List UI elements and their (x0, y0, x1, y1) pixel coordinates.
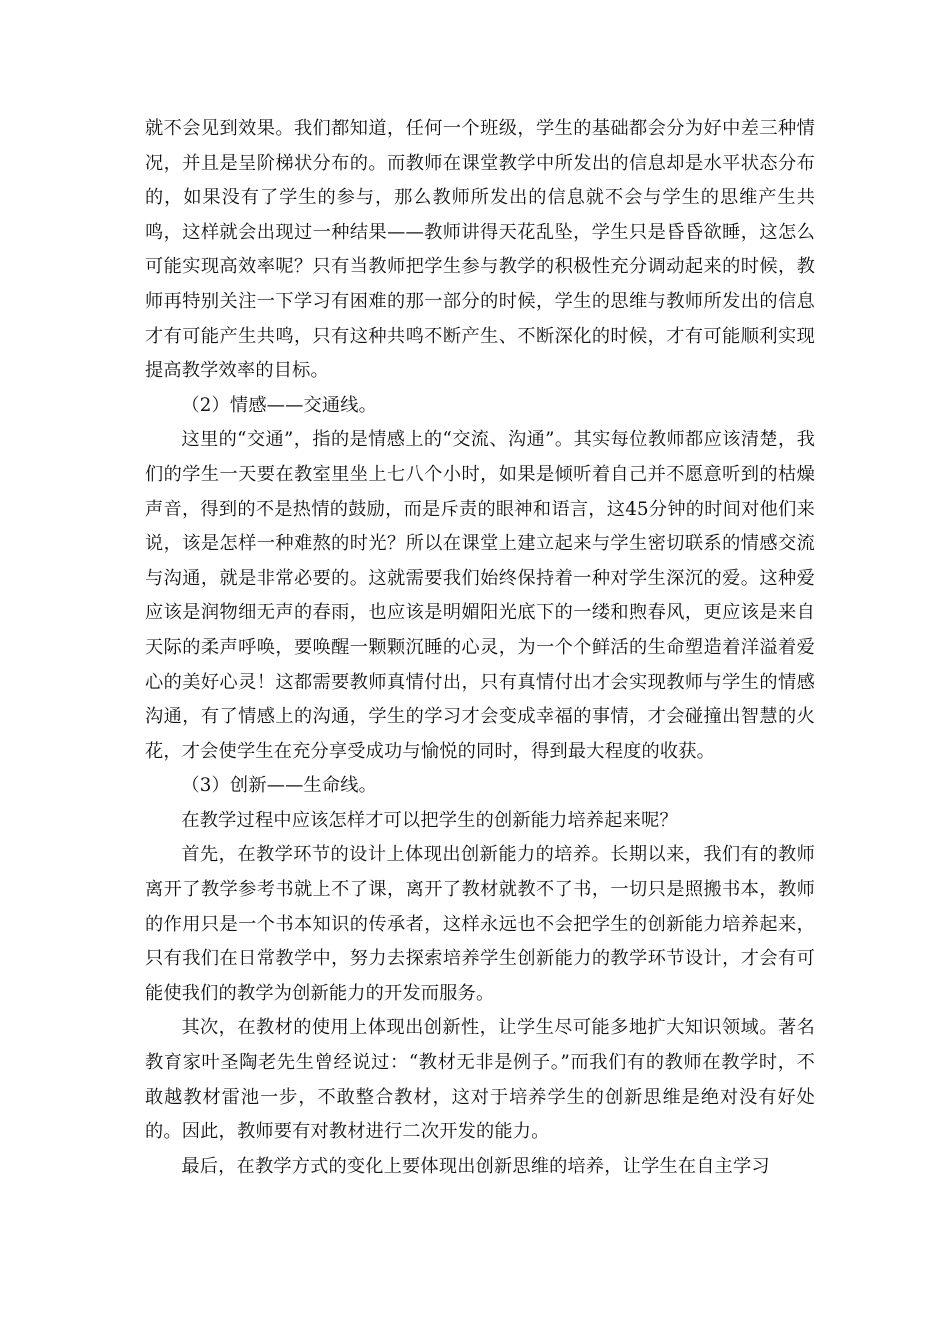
paragraph-6: 最后，在教学方式的变化上要体现出创新思维的培养，让学生在自主学习 (181, 1155, 770, 1177)
paragraph-1: 就不会见到效果。我们都知道，任何一个班级，学生的基础都会分为好中差三种情况，并且是呈阶梯状分布的。而教师在课堂教学中所发出的信息却是水平状态分布的，如果没有了学生的参与，那么教师所发出的信息就不会与学生的思维产生共鸣，这样就会出现过一种结果——教师讲得天花乱坠，学生只是昏昏欲睡，这怎么可能实现高效率呢？只有当教师把学生参与教学的积极性充分调动起来的时候，教师再特别关注一下学习有困难的那一部分的时候，学生的思维与教师所发出的信息才有可能产生共鸣，只有这种共鸣不断产生、不断深化的时候，才有可能顺利实现提高教学效率的目标。 (145, 118, 815, 382)
section-heading-emotion: （2）情感——交通线。 (181, 394, 378, 416)
document-body (145, 112, 815, 1184)
paragraph-5: 其次，在教材的使用上体现出创新性，让学生尽可能多地扩大知识领域。著名教育家叶圣陶老先生曾经说过：“教材无非是例子。”而我们有的教师在教学时，不敢越教材雷池一步，不敢整合教材，这对于培养学生的创新思维是绝对没有好处的。因此，教师要有对教材进行二次开发的能力。 (145, 1017, 815, 1143)
paragraph-2: 这里的“交通”，指的是情感上的“交流、沟通”。其实每位教师都应该清楚，我们的学生一天要在教室里坐上七八个小时，如果是倾听着自己并不愿意听到的枯燥声音，得到的不是热情的鼓励，而是斥责的眼神和语言，这45分钟的时间对他们来说，该是怎样一种难熬的时光？所以在课堂上建立起来与学生密切联系的情感交流与沟通，就是非常必要的。这就需要我们始终保持着一种对学生深沉的爱。这种爱应该是润物细无声的春雨，也应该是明媚阳光底下的一缕和煦春风，更应该是来自天际的柔声呼唤，要唤醒一颗颗沉睡的心灵，为一个个鲜活的生命塑造着洋溢着爱心的美好心灵！这都需要教师真情付出，只有真情付出才会实现教师与学生的情感沟通，有了情感上的沟通，学生的学习才会变成幸福的事情，才会碰撞出智慧的火花，才会使学生在充分享受成功与愉悦的同时，得到最大程度的收获。 (145, 429, 815, 762)
paragraph-4: 首先，在教学环节的设计上体现出创新能力的培养。长期以来，我们有的教师离开了教学参考书就上不了课，离开了教材就教不了书，一切只是照搬书本，教师的作用只是一个书本知识的传承者，这样永远也不会把学生的创新能力培养起来，只有我们在日常教学中，努力去探索培养学生创新能力的教学环节设计，才会有可能使我们的教学为创新能力的开发而服务。 (145, 844, 815, 1004)
paragraph-3: 在教学过程中应该怎样才可以把学生的创新能力培养起来呢？ (181, 809, 678, 831)
section-heading-innovation: （3）创新——生命线。 (181, 775, 378, 797)
